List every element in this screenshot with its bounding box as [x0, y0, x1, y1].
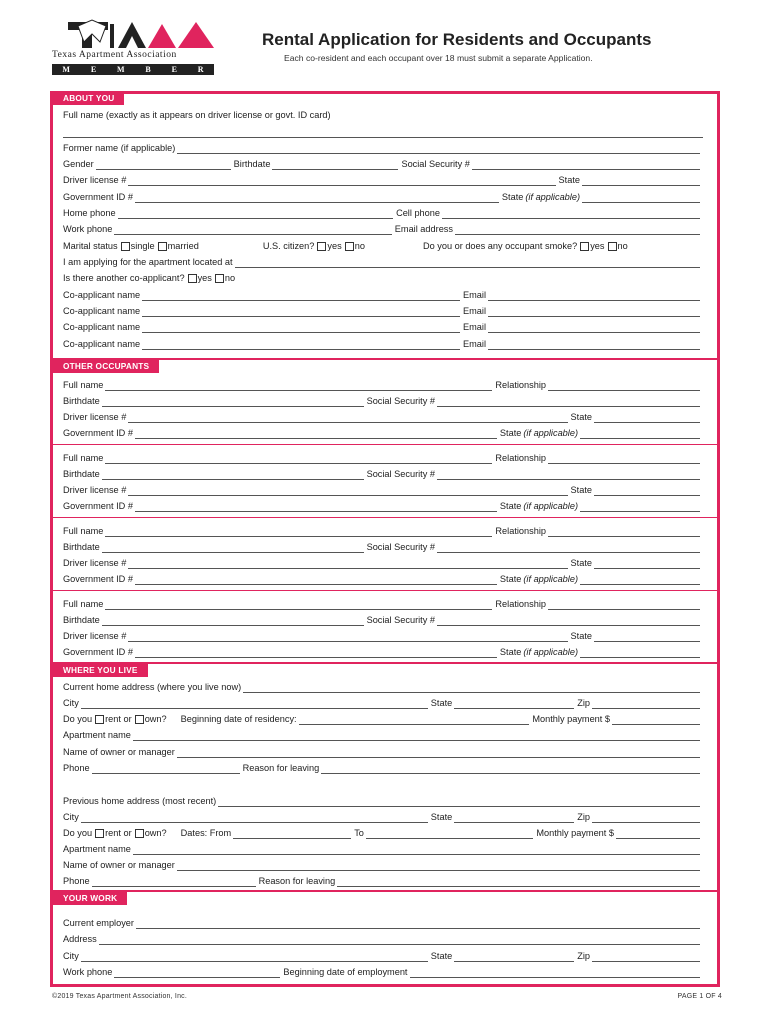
occupant-gov-state-label: State	[499, 574, 522, 584]
ssn-label: Social Security #	[401, 159, 470, 169]
occupant-gov-if-applicable: (if applicable)	[523, 574, 578, 584]
occupant-full-name-field[interactable]	[105, 528, 492, 537]
state-label: State	[430, 698, 453, 708]
birthdate-field[interactable]	[272, 161, 398, 170]
logo-member-letter: E	[90, 65, 97, 74]
row-previous-apartment-name	[63, 843, 703, 855]
occupant-gov-state-field[interactable]	[580, 649, 700, 658]
occupant-relationship-label: Relationship	[495, 526, 546, 536]
row-work-phone	[63, 966, 703, 978]
occupant-full-name-label: Full name	[63, 526, 104, 536]
phone-label: Phone	[63, 876, 90, 886]
home-phone-field[interactable]	[118, 210, 393, 219]
gov-id-label: Government ID #	[63, 192, 133, 202]
section-divider	[50, 662, 720, 664]
dl-state-label: State	[558, 175, 580, 185]
occupant-full-name-row	[63, 379, 703, 391]
smoke-yes-checkbox[interactable]	[580, 242, 589, 251]
occupant-dl-state-field[interactable]	[594, 487, 700, 496]
occupant-gov-id-field[interactable]	[135, 649, 497, 658]
occupant-dl-state-label: State	[570, 631, 592, 641]
logo-member-letter: M	[62, 65, 70, 74]
row-coapplicant-4	[63, 338, 703, 350]
owner-manager-field[interactable]	[177, 862, 700, 871]
owner-manager-field[interactable]	[177, 749, 700, 758]
occupant-gov-if-applicable: (if applicable)	[523, 428, 578, 438]
row-previous-rent-own	[63, 827, 703, 839]
dates-from-label: Dates: From	[180, 828, 232, 838]
work-state-field[interactable]	[454, 953, 574, 962]
single-label: single	[130, 241, 155, 251]
section-tab-your-work: YOUR WORK	[53, 892, 127, 905]
cell-phone-label: Cell phone	[396, 208, 440, 218]
coapplicant-no-label: no	[224, 273, 236, 283]
occupant-birthdate-row	[63, 614, 703, 626]
logo-member-letter: E	[171, 65, 177, 74]
occupant-relationship-field[interactable]	[548, 455, 700, 464]
row-gender	[63, 158, 703, 170]
work-city-field[interactable]	[81, 953, 428, 962]
coapplicant-email-label: Email	[463, 290, 486, 300]
occupant-dl-label: Driver license #	[63, 412, 127, 422]
coapplicant-name-label: Co-applicant name	[63, 339, 141, 349]
occupant-birthdate-field[interactable]	[102, 471, 364, 480]
occupant-dl-state-label: State	[570, 485, 592, 495]
occupant-dl-row	[63, 411, 703, 423]
monthly-payment-label: Monthly payment $	[536, 828, 614, 838]
occupant-relationship-field[interactable]	[548, 528, 700, 537]
current-employer-field[interactable]	[136, 920, 700, 929]
begin-employment-label: Beginning date of employment	[283, 967, 408, 977]
occupant-birthdate-label: Birthdate	[63, 615, 100, 625]
occupant-dl-row	[63, 630, 703, 642]
row-marital	[63, 240, 703, 252]
row-previous-phone	[63, 875, 703, 887]
footer-copyright: ©2019 Texas Apartment Association, Inc.	[52, 993, 188, 1000]
occupant-relationship-field[interactable]	[548, 382, 700, 391]
occupant-birthdate-row	[63, 541, 703, 553]
rent-checkbox[interactable]	[95, 715, 104, 724]
city-label: City	[63, 812, 79, 822]
zip-field[interactable]	[592, 700, 700, 709]
phone-field[interactable]	[92, 765, 240, 774]
coapplicant-name-label: Co-applicant name	[63, 322, 141, 332]
row-driver-license	[63, 174, 703, 186]
occupant-gov-id-row	[63, 500, 703, 512]
own-checkbox[interactable]	[135, 829, 144, 838]
coapplicant-name-label: Co-applicant name	[63, 290, 141, 300]
logo-member-bar	[52, 64, 214, 75]
occupant-full-name-label: Full name	[63, 380, 104, 390]
occupant-divider	[50, 444, 720, 445]
reason-leaving-field[interactable]	[321, 765, 700, 774]
row-home-phone	[63, 207, 703, 219]
state-field[interactable]	[454, 700, 574, 709]
citizen-label: U.S. citizen?	[262, 241, 315, 251]
dates-to-label: To	[354, 828, 364, 838]
smoke-no-checkbox[interactable]	[608, 242, 617, 251]
row-current-employer	[63, 917, 703, 929]
page-header	[0, 0, 770, 90]
occupant-dl-field[interactable]	[128, 414, 567, 423]
occupant-full-name-field[interactable]	[105, 601, 492, 610]
occupant-gov-id-row	[63, 573, 703, 585]
applying-field[interactable]	[235, 259, 700, 268]
row-current-phone	[63, 762, 703, 774]
zip-label: Zip	[577, 812, 590, 822]
occupant-gov-id-label: Government ID #	[63, 574, 133, 584]
occupant-ssn-label: Social Security #	[366, 469, 435, 479]
do-you-label: Do you	[63, 828, 93, 838]
apartment-name-field[interactable]	[133, 846, 700, 855]
occupant-dl-label: Driver license #	[63, 558, 127, 568]
occupant-gov-id-label: Government ID #	[63, 428, 133, 438]
begin-employment-field[interactable]	[410, 969, 701, 978]
occupant-birthdate-row	[63, 468, 703, 480]
current-address-field[interactable]	[243, 684, 700, 693]
occupant-gov-state-label: State	[499, 647, 522, 657]
coapplicant-email-label: Email	[463, 339, 486, 349]
occupant-ssn-field[interactable]	[437, 544, 700, 553]
coapplicant-name-field[interactable]	[142, 308, 460, 317]
coapplicant-email-field[interactable]	[488, 308, 700, 317]
former-name-field[interactable]	[177, 145, 700, 154]
zip-label: Zip	[577, 698, 590, 708]
page-subtitle: Each co-resident and each occupant over 18 must submit a separate Application.	[284, 53, 593, 63]
coapplicant-email-field[interactable]	[488, 292, 700, 301]
occupant-gov-id-field[interactable]	[135, 430, 497, 439]
occupant-dl-state-field[interactable]	[594, 560, 700, 569]
smoke-label: Do you or does any occupant smoke?	[422, 241, 578, 251]
occupant-ssn-label: Social Security #	[366, 615, 435, 625]
occupant-full-name-label: Full name	[63, 599, 104, 609]
occupant-dl-label: Driver license #	[63, 631, 127, 641]
occupant-ssn-label: Social Security #	[366, 542, 435, 552]
smoke-no-label: no	[617, 241, 628, 251]
gov-state-field[interactable]	[582, 194, 700, 203]
own-label: own?	[144, 828, 167, 838]
coapplicant-email-field[interactable]	[488, 324, 700, 333]
work-address-label: Address	[63, 934, 97, 944]
apartment-name-field[interactable]	[133, 732, 700, 741]
own-label: own?	[144, 714, 167, 724]
row-current-city	[63, 697, 703, 709]
state-label: State	[430, 812, 453, 822]
section-tab-where-you-live: WHERE YOU LIVE	[53, 664, 148, 677]
reason-leaving-label: Reason for leaving	[242, 763, 320, 773]
previous-address-field[interactable]	[218, 798, 700, 807]
coapplicant-email-label: Email	[463, 306, 486, 316]
occupant-dl-field[interactable]	[128, 633, 567, 642]
taa-logo	[48, 18, 218, 76]
begin-residency-label: Beginning date of residency:	[180, 714, 297, 724]
row-coapplicant-1	[63, 289, 703, 301]
occupant-gov-state-field[interactable]	[580, 430, 700, 439]
occupant-ssn-label: Social Security #	[366, 396, 435, 406]
occupant-birthdate-field[interactable]	[102, 544, 364, 553]
gender-field[interactable]	[96, 161, 231, 170]
row-work-address	[63, 933, 703, 945]
full-name-field[interactable]	[63, 129, 703, 138]
gender-label: Gender	[63, 159, 94, 169]
another-coapplicant-label: Is there another co-applicant?	[63, 273, 185, 283]
occupant-gov-id-label: Government ID #	[63, 647, 133, 657]
cell-phone-field[interactable]	[442, 210, 700, 219]
row-current-rent-own	[63, 713, 703, 725]
coapplicant-no-checkbox[interactable]	[215, 274, 224, 283]
own-checkbox[interactable]	[135, 715, 144, 724]
work-city-label: City	[63, 951, 79, 961]
occupant-full-name-row	[63, 452, 703, 464]
rent-or-label: rent or	[105, 714, 132, 724]
do-you-label: Do you	[63, 714, 93, 724]
coapplicant-yes-checkbox[interactable]	[188, 274, 197, 283]
occupant-birthdate-label: Birthdate	[63, 542, 100, 552]
logo-member-letter: R	[197, 65, 204, 74]
occupant-birthdate-field[interactable]	[102, 617, 364, 626]
gov-state-if-applicable: (if applicable)	[525, 192, 580, 202]
previous-address-label: Previous home address (most recent)	[63, 796, 217, 806]
coapplicant-yes-label: yes	[197, 273, 212, 283]
section-tab-about-you: ABOUT YOU	[53, 92, 124, 105]
row-current-apartment-name	[63, 729, 703, 741]
occupant-relationship-field[interactable]	[548, 601, 700, 610]
dates-to-field[interactable]	[366, 830, 533, 839]
occupant-birthdate-label: Birthdate	[63, 396, 100, 406]
monthly-payment-field[interactable]	[612, 716, 700, 725]
monthly-payment-field[interactable]	[616, 830, 700, 839]
row-work-city	[63, 950, 703, 962]
occupant-full-name-label: Full name	[63, 453, 104, 463]
coapplicant-email-label: Email	[463, 322, 486, 332]
citizen-yes-label: yes	[327, 241, 342, 251]
ssn-field[interactable]	[472, 161, 700, 170]
occupant-ssn-field[interactable]	[437, 471, 700, 480]
occupant-divider	[50, 590, 720, 591]
married-checkbox[interactable]	[158, 242, 167, 251]
occupant-dl-state-field[interactable]	[594, 414, 700, 423]
occupant-ssn-field[interactable]	[437, 617, 700, 626]
city-field[interactable]	[81, 814, 428, 823]
former-name-label: Former name (if applicable)	[63, 143, 176, 153]
occupant-dl-field[interactable]	[128, 487, 567, 496]
state-field[interactable]	[454, 814, 574, 823]
occupant-birthdate-field[interactable]	[102, 398, 364, 407]
row-former-name	[63, 142, 703, 154]
row-full-name-label	[63, 109, 703, 121]
occupant-gov-id-field[interactable]	[135, 503, 497, 512]
phone-field[interactable]	[92, 878, 256, 887]
city-label: City	[63, 698, 79, 708]
occupant-gov-state-label: State	[499, 428, 522, 438]
work-zip-field[interactable]	[592, 953, 700, 962]
work-phone-label: Work phone	[63, 224, 113, 234]
occupant-dl-row	[63, 484, 703, 496]
occupant-full-name-row	[63, 525, 703, 537]
email-address-label: Email address	[394, 224, 453, 234]
begin-residency-field[interactable]	[299, 716, 530, 725]
occupant-gov-state-field[interactable]	[580, 503, 700, 512]
logo-subtitle: Texas Apartment Association	[52, 50, 177, 60]
work-phone-field[interactable]	[114, 969, 280, 978]
reason-leaving-field[interactable]	[337, 878, 700, 887]
current-employer-label: Current employer	[63, 918, 134, 928]
gov-state-label: State	[501, 192, 524, 202]
monthly-payment-label: Monthly payment $	[532, 714, 610, 724]
citizen-no-label: no	[354, 241, 365, 251]
dl-state-field[interactable]	[582, 177, 700, 186]
row-full-name	[63, 126, 703, 138]
row-coapplicant-3	[63, 321, 703, 333]
logo-member-letter: M	[117, 65, 125, 74]
taa-logo-mark	[48, 18, 218, 50]
occupant-divider	[50, 517, 720, 518]
section-tab-other-occupants: OTHER OCCUPANTS	[53, 360, 159, 373]
coapplicant-name-field[interactable]	[142, 341, 460, 350]
page-title: Rental Application for Residents and Occupants	[262, 30, 652, 49]
row-applying	[63, 256, 703, 268]
single-checkbox[interactable]	[121, 242, 130, 251]
occupant-birthdate-row	[63, 395, 703, 407]
footer-page-number: PAGE 1 OF 4	[677, 993, 722, 1000]
work-phone-label: Work phone	[63, 967, 113, 977]
work-state-label: State	[430, 951, 453, 961]
owner-manager-label: Name of owner or manager	[63, 747, 175, 757]
driver-license-label: Driver license #	[63, 175, 127, 185]
row-gov-id	[63, 191, 703, 203]
apartment-name-label: Apartment name	[63, 844, 131, 854]
citizen-no-checkbox[interactable]	[345, 242, 354, 251]
occupant-relationship-label: Relationship	[495, 453, 546, 463]
row-coapplicant-2	[63, 305, 703, 317]
phone-label: Phone	[63, 763, 90, 773]
row-previous-city	[63, 811, 703, 823]
row-work-phone	[63, 223, 703, 235]
occupant-dl-field[interactable]	[128, 560, 567, 569]
occupant-gov-id-field[interactable]	[135, 576, 497, 585]
work-address-field[interactable]	[99, 936, 700, 945]
coapplicant-name-label: Co-applicant name	[63, 306, 141, 316]
current-address-label: Current home address (where you live now)	[63, 682, 242, 692]
occupant-dl-state-label: State	[570, 412, 592, 422]
occupant-gov-id-row	[63, 427, 703, 439]
occupant-dl-state-field[interactable]	[594, 633, 700, 642]
zip-field[interactable]	[592, 814, 700, 823]
married-label: married	[167, 241, 199, 251]
rent-or-label: rent or	[105, 828, 132, 838]
occupant-dl-label: Driver license #	[63, 485, 127, 495]
coapplicant-email-field[interactable]	[488, 341, 700, 350]
owner-manager-label: Name of owner or manager	[63, 860, 175, 870]
dates-from-field[interactable]	[233, 830, 351, 839]
occupant-gov-id-row	[63, 646, 703, 658]
work-phone-field[interactable]	[114, 226, 391, 235]
occupant-dl-row	[63, 557, 703, 569]
coapplicant-name-field[interactable]	[142, 324, 460, 333]
smoke-yes-label: yes	[590, 241, 605, 251]
logo-member-letter: B	[145, 65, 151, 74]
section-divider	[50, 890, 720, 892]
occupant-gov-if-applicable: (if applicable)	[523, 647, 578, 657]
occupant-gov-if-applicable: (if applicable)	[523, 501, 578, 511]
city-field[interactable]	[81, 700, 428, 709]
row-previous-owner	[63, 859, 703, 871]
work-zip-label: Zip	[577, 951, 590, 961]
rent-checkbox[interactable]	[95, 829, 104, 838]
driver-license-field[interactable]	[128, 177, 555, 186]
citizen-yes-checkbox[interactable]	[317, 242, 326, 251]
occupant-relationship-label: Relationship	[495, 599, 546, 609]
home-phone-label: Home phone	[63, 208, 116, 218]
row-another-coapplicant	[63, 272, 703, 284]
row-previous-address	[63, 795, 703, 807]
occupant-gov-id-label: Government ID #	[63, 501, 133, 511]
row-current-address	[63, 681, 703, 693]
row-current-owner	[63, 746, 703, 758]
reason-leaving-label: Reason for leaving	[258, 876, 336, 886]
occupant-gov-state-label: State	[499, 501, 522, 511]
occupant-ssn-field[interactable]	[437, 398, 700, 407]
occupant-relationship-label: Relationship	[495, 380, 546, 390]
occupant-birthdate-label: Birthdate	[63, 469, 100, 479]
applying-label: I am applying for the apartment located at	[63, 257, 233, 267]
occupant-dl-state-label: State	[570, 558, 592, 568]
occupant-full-name-field[interactable]	[105, 455, 492, 464]
apartment-name-label: Apartment name	[63, 730, 131, 740]
occupant-full-name-row	[63, 598, 703, 610]
birthdate-label: Birthdate	[233, 159, 271, 169]
full-name-label: Full name (exactly as it appears on driver license or govt. ID card)	[63, 110, 331, 120]
occupant-gov-state-field[interactable]	[580, 576, 700, 585]
marital-status-label: Marital status	[63, 241, 118, 251]
email-address-field[interactable]	[455, 226, 700, 235]
gov-id-field[interactable]	[135, 194, 499, 203]
occupant-full-name-field[interactable]	[105, 382, 492, 391]
coapplicant-name-field[interactable]	[142, 292, 460, 301]
